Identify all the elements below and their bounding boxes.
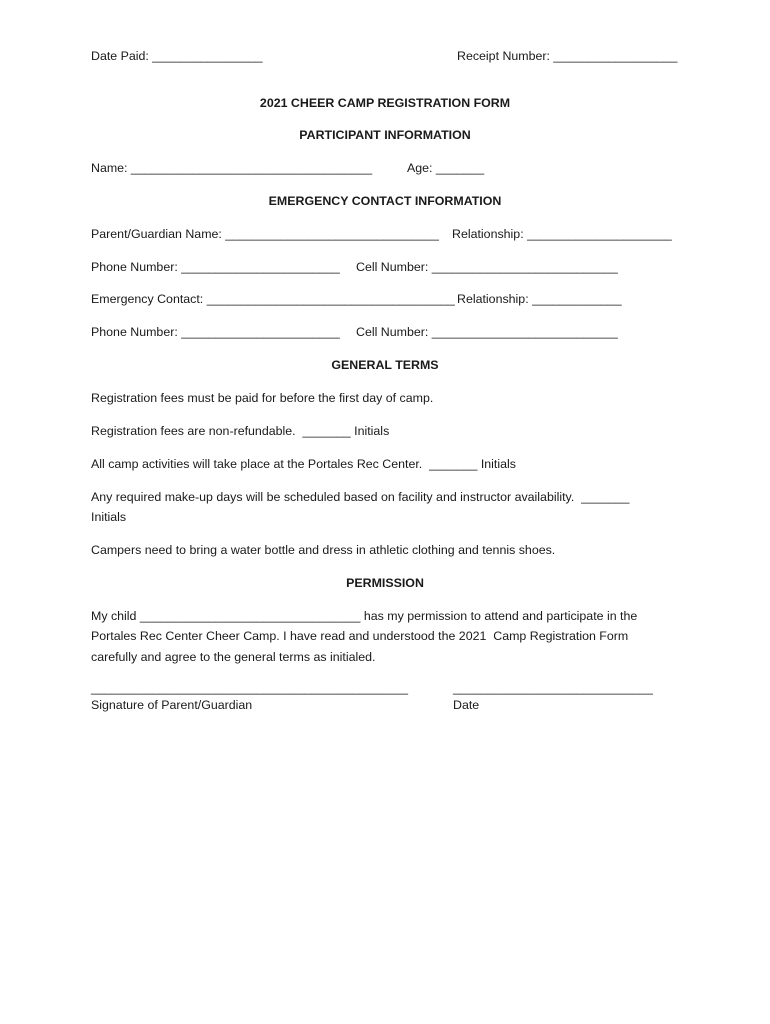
- signature-line[interactable]: ______________________________________________: [91, 681, 408, 695]
- permission-text-line-3: carefully and agree to the general terms as initialed.: [91, 650, 376, 664]
- signature-label: Signature of Parent/Guardian: [91, 698, 253, 712]
- permission-text-line-2: Portales Rec Center Cheer Camp. I have read and understood the 2021 Camp Registration Form: [91, 629, 629, 643]
- guardian-cell-field[interactable]: Cell Number: ___________________________: [356, 260, 618, 274]
- term-supplies: Campers need to bring a water bottle and dress in athletic clothing and tennis shoes.: [91, 543, 556, 557]
- term-non-refundable[interactable]: Registration fees are non-refundable. _______ Initials: [91, 424, 390, 438]
- permission-text-line-1[interactable]: My child ________________________________ has my permission to attend and participate in the: [91, 609, 638, 623]
- term-fees-due: Registration fees must be paid for before the first day of camp.: [91, 391, 434, 405]
- emergency-cell-field[interactable]: Cell Number: ___________________________: [356, 325, 618, 339]
- form-title: 2021 CHEER CAMP REGISTRATION FORM: [259, 96, 511, 110]
- general-terms-heading: GENERAL TERMS: [331, 358, 439, 372]
- date-paid-field[interactable]: Date Paid: ________________: [91, 49, 263, 63]
- permission-heading: PERMISSION: [346, 576, 424, 590]
- guardian-phone-field[interactable]: Phone Number: _______________________: [91, 260, 340, 274]
- emergency-phone-field[interactable]: Phone Number: _______________________: [91, 325, 340, 339]
- term-make-up-days-initials: Initials: [91, 510, 127, 524]
- date-line[interactable]: _____________________________: [453, 681, 653, 695]
- date-label: Date: [453, 698, 480, 712]
- term-make-up-days[interactable]: Any required make-up days will be scheduled based on facility and instructor availability. _______: [91, 490, 630, 504]
- guardian-relationship-field[interactable]: Relationship: _____________________: [452, 227, 672, 241]
- emergency-heading: EMERGENCY CONTACT INFORMATION: [268, 194, 502, 208]
- emergency-contact-field[interactable]: Emergency Contact: ____________________________________: [91, 292, 455, 306]
- participant-name-field[interactable]: Name: ___________________________________: [91, 161, 373, 175]
- emergency-relationship-field[interactable]: Relationship: _____________: [457, 292, 622, 306]
- participant-age-field[interactable]: Age: _______: [407, 161, 485, 175]
- guardian-name-field[interactable]: Parent/Guardian Name: _______________________________: [91, 227, 439, 241]
- receipt-number-field[interactable]: Receipt Number: __________________: [457, 49, 678, 63]
- participant-heading: PARTICIPANT INFORMATION: [299, 128, 471, 142]
- term-location[interactable]: All camp activities will take place at the Portales Rec Center. _______ Initials: [91, 457, 516, 471]
